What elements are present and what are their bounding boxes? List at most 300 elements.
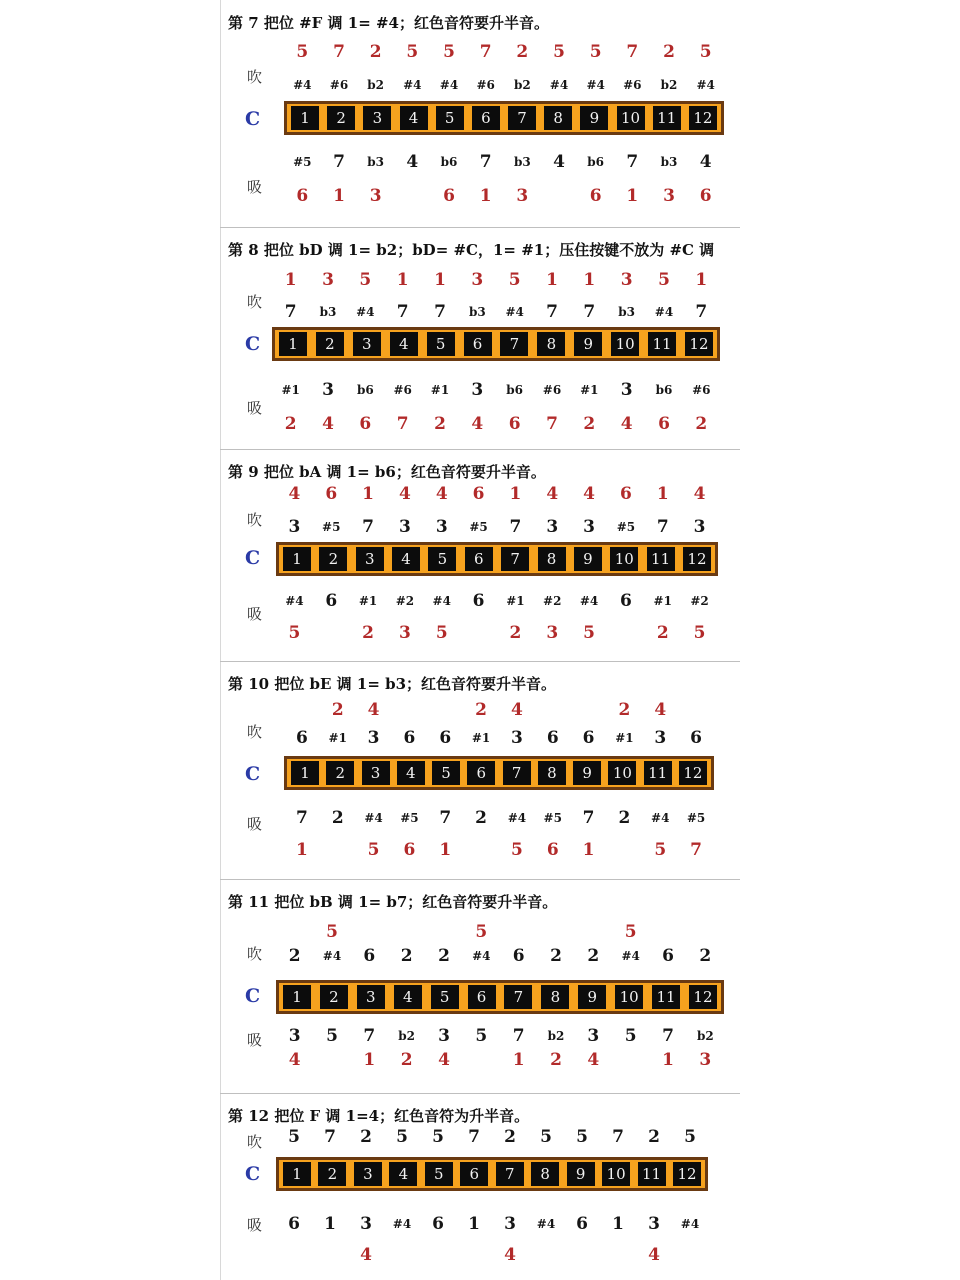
hole-5: 5 [428,547,456,571]
note: #4 [322,949,342,963]
note: 6 [546,840,559,860]
note: 5 [288,1127,300,1147]
hole-4: 4 [390,332,418,356]
note: 3 [620,380,633,400]
note: 2 [362,623,374,643]
note: #5 [469,520,488,534]
note: 3 [693,517,706,537]
note: 1 [333,186,345,206]
note: 1 [479,186,492,206]
note: 2 [504,1127,516,1147]
note: #5 [616,520,636,534]
note: #4 [364,811,383,825]
note: 5 [288,623,301,643]
note: 3 [288,517,301,537]
note: 1 [362,484,374,504]
note: 7 [583,302,596,322]
note: #4 [403,78,422,92]
note: 1 [295,840,308,860]
note: 2 [550,946,562,966]
draw-sharp-row [220,184,740,208]
hole-6: 6 [468,985,496,1009]
note: 5 [508,270,521,290]
hole-3: 3 [357,985,385,1009]
note: 5 [475,1026,488,1046]
section-divider [220,879,740,880]
note: 6 [325,484,338,504]
note: 4 [654,700,667,720]
blow-sharp-row [220,482,740,506]
hole-1: 1 [279,332,307,356]
note: 7 [363,1026,376,1046]
note: 7 [512,1026,525,1046]
note: 1 [583,270,596,290]
note: #4 [654,305,674,319]
note: 5 [475,922,488,942]
note: 5 [699,42,712,62]
note: 2 [663,42,675,62]
harmonica-holes [284,101,724,135]
note: #4 [392,1217,412,1231]
draw-label: 吸 [247,1031,263,1049]
note: 4 [693,484,706,504]
hole-10: 10 [611,332,639,356]
draw-sharp-row [220,1243,740,1267]
draw-note-row [220,589,740,613]
draw-note-row [220,1024,740,1048]
hole-1: 1 [291,761,319,785]
note: 6 [508,414,521,434]
note: b3 [513,155,531,169]
key-label: C [245,547,261,569]
hole-9: 9 [574,547,602,571]
note: #1 [653,594,672,608]
note: 7 [509,517,522,537]
note: 5 [658,270,670,290]
note: 7 [284,302,297,322]
note: 3 [648,1214,660,1234]
note: #1 [506,594,525,608]
note: 7 [333,42,345,62]
note: 3 [546,517,559,537]
note: #1 [281,383,300,397]
position-panel [220,1093,740,1280]
note: 6 [576,1214,588,1234]
note: 5 [589,42,602,62]
note: 4 [398,484,411,504]
note: 2 [618,808,631,828]
note: 5 [432,1127,444,1147]
note: #5 [686,811,706,825]
hole-11: 11 [638,1162,666,1186]
hole-5: 5 [432,761,460,785]
note: 6 [662,946,674,966]
note: 1 [695,270,708,290]
note: 2 [550,1050,562,1070]
key-label: C [245,108,261,130]
note: 2 [587,946,600,966]
key-label: C [245,985,261,1007]
note: 7 [656,517,669,537]
note: 1 [284,270,297,290]
note: #1 [430,383,450,397]
hole-3: 3 [356,547,384,571]
note: #2 [690,594,709,608]
note: 3 [360,1214,372,1234]
blow-sharp-row [220,40,740,64]
note: 5 [540,1127,552,1147]
note: 4 [406,152,419,172]
note: 6 [439,728,452,748]
hole-6: 6 [465,547,493,571]
note: #2 [543,594,562,608]
note: 1 [434,270,446,290]
hole-11: 11 [648,332,676,356]
note: #4 [356,305,375,319]
note: 7 [295,808,308,828]
note: 6 [295,728,308,748]
note: 3 [546,623,559,643]
hole-9: 9 [573,761,601,785]
hole-10: 10 [610,547,638,571]
note: 7 [396,302,409,322]
note: 2 [438,946,450,966]
note: 4 [288,1050,301,1070]
note: 7 [479,42,492,62]
note: #2 [395,594,415,608]
panel-title: 第 8 把位 bD 调 1= b2；bD= #C，1= #1；压住按键不放为 #C 调 [228,241,715,259]
note: 4 [648,1245,660,1265]
section-divider [220,661,740,662]
note: 2 [284,414,297,434]
note: 4 [620,414,633,434]
note: 1 [612,1214,624,1234]
note: 6 [658,414,670,434]
blow-label: 吹 [247,68,263,86]
position-panel [220,449,740,661]
note: #5 [322,520,341,534]
note: 2 [331,700,344,720]
note: 4 [471,414,484,434]
note: 6 [699,186,712,206]
panel-title: 第 7 把位 #F 调 1= #4；红色音符要升半音。 [228,14,550,32]
note: 6 [512,946,525,966]
note: 7 [662,1026,674,1046]
position-panel [220,879,740,1093]
note: 7 [582,808,595,828]
note: 7 [468,1127,480,1147]
note: 1 [509,484,522,504]
hole-3: 3 [362,761,390,785]
note: b3 [468,305,486,319]
note: #4 [586,78,605,92]
note: 7 [396,414,409,434]
note: 3 [471,380,484,400]
hole-1: 1 [283,1162,311,1186]
note: 7 [333,152,345,172]
hole-2: 2 [318,1162,346,1186]
note: #4 [536,1217,556,1231]
note: 7 [546,414,558,434]
hole-11: 11 [647,547,675,571]
note: 2 [648,1127,660,1147]
note: 3 [583,517,595,537]
note: 2 [656,623,669,643]
hole-1: 1 [283,547,311,571]
hole-8: 8 [538,761,566,785]
hole-6: 6 [464,332,492,356]
note: 4 [435,484,448,504]
hole-3: 3 [353,332,381,356]
blow-label: 吹 [247,723,263,741]
note: #1 [358,594,378,608]
draw-sharp-row [220,838,740,862]
note: 5 [443,42,455,62]
note: 5 [367,840,380,860]
hole-5: 5 [425,1162,453,1186]
hole-7: 7 [508,106,536,130]
hole-4: 4 [397,761,425,785]
note: 3 [654,728,667,748]
note: 4 [322,414,334,434]
note: #4 [293,78,312,92]
note: b6 [356,383,374,397]
note: 4 [504,1245,516,1265]
note: 2 [434,414,446,434]
hole-4: 4 [394,985,422,1009]
hole-8: 8 [537,332,565,356]
note: 3 [699,1050,712,1070]
note: b6 [655,383,673,397]
note: 3 [322,380,334,400]
note: 2 [695,414,708,434]
note: #1 [615,731,634,745]
note: 5 [510,840,523,860]
blow-sharp-row [220,698,740,722]
section-divider [220,227,740,228]
draw-sharp-row [220,621,740,645]
hole-2: 2 [316,332,344,356]
note: 5 [684,1127,696,1147]
note: 2 [618,700,631,720]
note: 1 [662,1050,674,1070]
note: 7 [612,1127,624,1147]
panel-title: 第 9 把位 bA 调 1= b6；红色音符要升半音。 [228,463,546,481]
note: #5 [543,811,562,825]
hole-7: 7 [504,985,532,1009]
note: 6 [325,591,338,611]
draw-label: 吸 [247,178,263,196]
note: 5 [406,42,419,62]
hole-5: 5 [431,985,459,1009]
hole-7: 7 [496,1162,524,1186]
note: #1 [328,731,347,745]
blow-note-row [220,515,740,539]
note: #4 [621,949,640,963]
note: #4 [505,305,524,319]
draw-note-row [220,1212,740,1236]
hole-11: 11 [644,761,672,785]
note: #4 [507,811,527,825]
note: b2 [660,78,678,92]
draw-label: 吸 [247,399,263,417]
harmonica-holes [272,327,720,361]
note: 3 [398,623,411,643]
note: 2 [400,1050,413,1070]
blow-note-row [220,73,740,97]
note: 5 [359,270,372,290]
harmonica-holes [276,542,718,576]
key-label: C [245,763,261,785]
key-label: C [245,1163,261,1185]
note: 5 [435,623,448,643]
blow-note-row [220,300,740,324]
position-panel [220,661,740,879]
note: 5 [583,623,595,643]
note: 2 [509,623,522,643]
note: 3 [504,1214,516,1234]
note: 7 [434,302,446,322]
note: #5 [293,155,312,169]
note: b3 [660,155,678,169]
note: 1 [468,1214,480,1234]
note: 3 [516,186,529,206]
hole-7: 7 [503,761,531,785]
draw-note-row [220,378,740,402]
note: b2 [367,78,385,92]
hole-3: 3 [354,1162,382,1186]
hole-12: 12 [689,985,717,1009]
hole-7: 7 [500,332,528,356]
note: b6 [587,155,605,169]
blow-label: 吹 [247,293,263,311]
note: 4 [510,700,523,720]
hole-10: 10 [608,761,636,785]
note: 3 [663,186,675,206]
note: #4 [285,594,304,608]
note: 3 [438,1026,450,1046]
note: 4 [553,152,565,172]
position-panel [220,0,740,222]
note: b2 [513,78,531,92]
note: 3 [587,1026,600,1046]
hole-6: 6 [467,761,495,785]
hole-2: 2 [327,106,355,130]
note: 7 [479,152,492,172]
note: 7 [626,152,639,172]
draw-label: 吸 [247,815,263,833]
hole-5: 5 [436,106,464,130]
harmonica-holes [284,756,714,790]
note: 7 [626,42,639,62]
note: #1 [580,383,599,397]
note: 7 [690,840,702,860]
draw-note-row [220,806,740,830]
note: #4 [680,1217,700,1231]
note: 4 [583,484,595,504]
note: 1 [324,1214,336,1234]
note: 3 [471,270,484,290]
note: 6 [403,840,416,860]
note: 3 [322,270,334,290]
note: 7 [324,1127,336,1147]
note: #4 [651,811,670,825]
hole-8: 8 [538,547,566,571]
note: 6 [443,186,455,206]
note: 4 [438,1050,450,1070]
note: 2 [583,414,596,434]
note: 1 [626,186,639,206]
note: 6 [690,728,702,748]
blow-label: 吹 [247,945,263,963]
note: 6 [582,728,595,748]
note: 6 [619,484,632,504]
note: 2 [369,42,382,62]
note: 1 [656,484,669,504]
draw-note-row [220,150,740,174]
blow-sharp-row [220,268,740,292]
hole-10: 10 [617,106,645,130]
note: 5 [693,623,706,643]
hole-9: 9 [574,332,602,356]
note: b3 [618,305,636,319]
hole-11: 11 [652,985,680,1009]
section-divider [220,449,740,450]
note: 6 [589,186,602,206]
hole-4: 4 [392,547,420,571]
note: #4 [579,594,599,608]
note: 7 [362,517,374,537]
note: 6 [363,946,376,966]
note: 6 [619,591,632,611]
note: 5 [396,1127,408,1147]
note: 2 [516,42,529,62]
note: #4 [439,78,459,92]
note: 6 [288,1214,300,1234]
hole-7: 7 [501,547,529,571]
note: 7 [546,302,558,322]
hole-10: 10 [615,985,643,1009]
hole-6: 6 [460,1162,488,1186]
note: #6 [329,78,349,92]
hole-3: 3 [363,106,391,130]
note: 7 [695,302,708,322]
note: #6 [623,78,642,92]
note: 3 [367,728,380,748]
note: 5 [624,922,637,942]
key-label: C [245,333,261,355]
note: 1 [546,270,558,290]
note: #1 [471,731,491,745]
hole-8: 8 [531,1162,559,1186]
note: b6 [506,383,524,397]
note: b3 [319,305,337,319]
draw-sharp-row [220,412,740,436]
note: 6 [432,1214,444,1234]
note: #4 [472,949,491,963]
note: 5 [296,42,309,62]
note: 6 [403,728,416,748]
blow-note-row [220,1125,740,1149]
note: b3 [367,155,385,169]
hole-12: 12 [679,761,707,785]
note: 7 [439,808,452,828]
note: 6 [472,484,485,504]
hole-1: 1 [283,985,311,1009]
note: 1 [582,840,595,860]
note: #4 [696,78,715,92]
draw-label: 吸 [247,605,263,623]
